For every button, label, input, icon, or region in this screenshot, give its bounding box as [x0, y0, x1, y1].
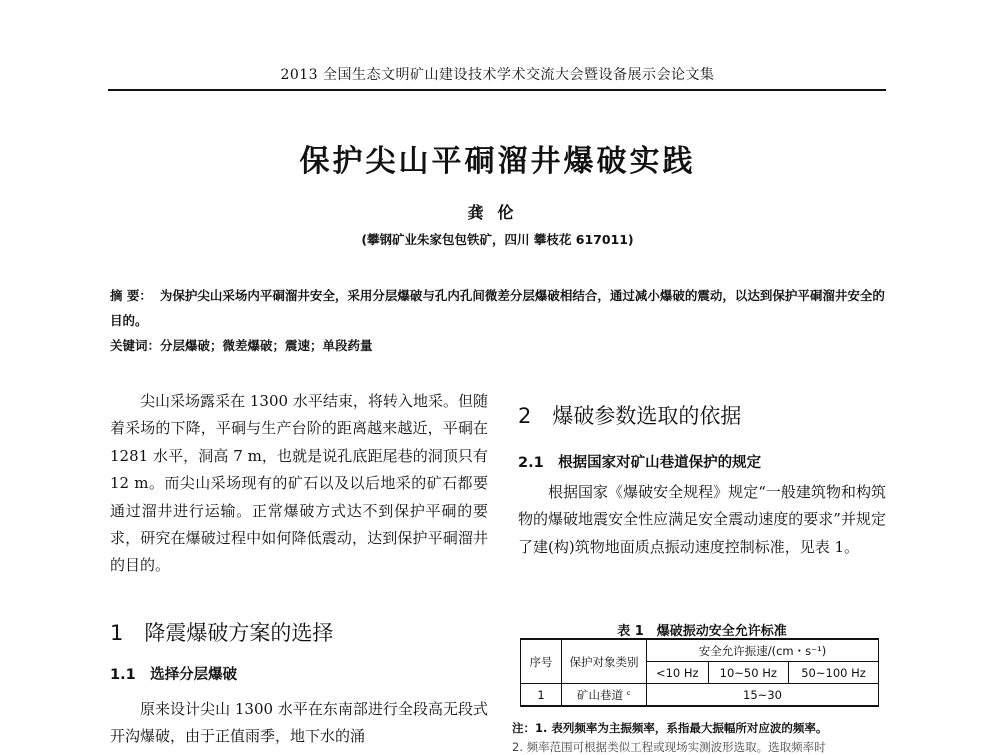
col-header-group: 安全允许振速/(cm・s⁻¹): [647, 639, 879, 662]
author-affiliation: (攀钢矿业朱家包包铁矿，四川 攀枝花 617011): [361, 232, 634, 247]
col-header-freq-2: 10~50 Hz: [708, 662, 788, 684]
table-note-2: 2. 频率范围可根据类似工程或现场实测波形选取。选取频率时: [512, 740, 826, 754]
abstract-text: 为保护尖山采场内平硐溜井安全，采用分层爆破与孔内孔间微差分层爆破相结合，通过减小爆破的震动，以达到保护平硐溜井安全的目的。: [110, 288, 885, 328]
table-header-row: [521, 639, 879, 662]
col-header-freq-3: 50~100 Hz: [789, 662, 879, 684]
section-1-text: 原来设计尖山 1300 水平在东南部进行全段高无段式开沟爆破，由于正值雨季，地下水的涌: [110, 700, 488, 746]
table-caption: 表 1 爆破振动安全允许标准: [617, 624, 787, 639]
section-1-heading: 1 降震爆破方案的选择: [110, 621, 334, 645]
col-header-type: 保护对象类别: [562, 639, 647, 684]
vibration-table: [520, 638, 879, 707]
cell-no: 1: [521, 684, 562, 707]
abstract: [110, 283, 885, 333]
section-2-heading: 2 爆破参数选取的依据: [518, 404, 742, 428]
running-header: 2013 全国生态文明矿山建设技术学术交流大会暨设备展示会论文集: [280, 67, 715, 83]
author-name: 龚伦: [467, 203, 528, 222]
paper-title: 保护尖山平硐溜井爆破实践: [299, 144, 696, 179]
subsection-1-1-heading: 1.1 选择分层爆破: [110, 667, 238, 683]
cell-type: 矿山巷道 ᶜ: [562, 684, 647, 707]
col-header-no: 序号: [521, 639, 562, 684]
keywords-label: 关键词：: [110, 338, 161, 353]
table-note: 注：1. 表列频率为主振频率，系指最大振幅所对应波的频率。: [512, 721, 828, 735]
section-1-paragraph: [110, 696, 488, 751]
keywords-text: 分层爆破；微差爆破；震速；单段药量: [160, 338, 373, 353]
col-header-freq-1: <10 Hz: [647, 662, 709, 684]
subsection-2-1-heading: 2.1 根据国家对矿山巷道保护的规定: [518, 455, 762, 471]
abstract-label: 摘 要：: [110, 288, 152, 303]
section-2-paragraph: [518, 479, 886, 561]
intro-paragraph: [110, 388, 488, 580]
cell-value: 15~30: [647, 684, 879, 707]
table-row: [521, 684, 879, 707]
header-rule: [108, 89, 886, 91]
section-2-text: 根据国家《爆破安全规程》规定“一般建筑物和构筑物的爆破地震安全性应满足安全震动速度的要求”并规定了建(构)筑物地面质点振动速度控制标准，见表 1。: [518, 483, 886, 556]
keywords: [110, 336, 885, 354]
intro-text: 尖山采场露采在 1300 水平结束，将转入地采。但随着采场的下降，平硐与生产台阶的距离越来越近，平硐在 1281 水平，洞高 7 m，也就是说孔底距尾巷的洞顶只有 12 m。而尖山采场现有的矿石以及以后地采的矿石都要通过溜井进行运输。正常爆破方式达不到保护平硐的要求，研究在爆破过程中如何降低震动，达到保护平硐溜井的目的。: [110, 392, 488, 575]
